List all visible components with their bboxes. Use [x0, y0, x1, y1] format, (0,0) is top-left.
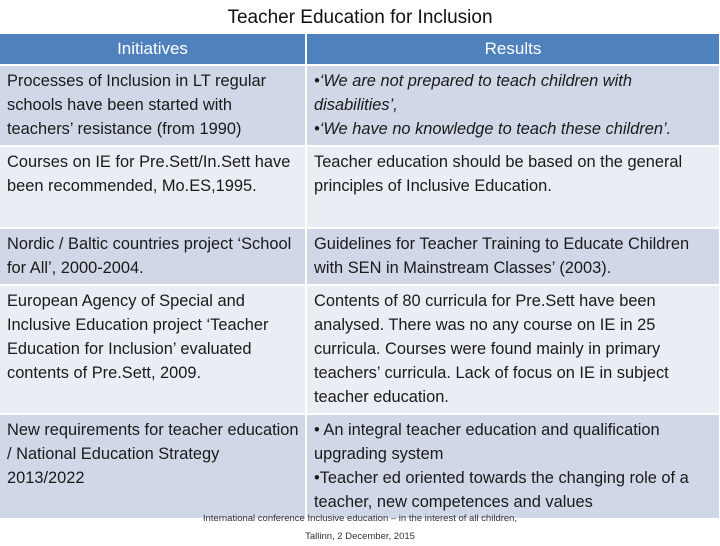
initiative-cell: Courses on IE for Pre.Sett/In.Sett have been recommended, Mo.ES,1995.: [0, 146, 306, 228]
table-row: [0, 65, 720, 146]
result-item: Teacher education should be based on the general principles of Inclusive Education.: [314, 153, 683, 195]
initiative-cell: Nordic / Baltic countries project ‘School for All’, 2000-2004.: [0, 228, 306, 285]
table-row: [0, 146, 720, 228]
result-item: Contents of 80 curricula for Pre.Sett have been analysed. There was no any course on IE in 25 curricula. Courses were found mainly in primary teachers’ curricula. Lack of focus on IE in subject teacher education.: [314, 292, 669, 406]
result-item: •Teacher ed oriented towards the changing role of a teacher, new competences and values: [314, 469, 689, 511]
initiatives-results-table: [0, 34, 720, 518]
footer-location-date: Tallinn, 2 December, 2015: [305, 531, 415, 542]
initiative-cell: European Agency of Special and Inclusive Education project ‘Teacher Education for Inclusion’ evaluated contents of Pre.Sett, 2009.: [0, 285, 306, 414]
results-cell: [306, 414, 720, 518]
table-row: [0, 228, 720, 285]
table-row: [0, 414, 720, 518]
page-title: Teacher Education for Inclusion: [227, 7, 493, 28]
footer: [0, 510, 720, 546]
results-header: Results: [306, 34, 720, 65]
footer-conference: International conference Inclusive education – in the interest of all children,: [202, 513, 518, 524]
initiatives-header: Initiatives: [0, 34, 306, 65]
result-item: Guidelines for Teacher Training to Educate Children with SEN in Mainstream Classes’ (2003).: [314, 235, 690, 277]
table-header-row: [0, 34, 720, 65]
results-cell: [306, 228, 720, 285]
initiative-cell: Processes of Inclusion in LT regular schools have been started with teachers’ resistance (from 1990): [0, 65, 306, 146]
initiative-cell: New requirements for teacher education / National Education Strategy 2013/2022: [0, 414, 306, 518]
result-item: •‘We have no knowledge to teach these children’.: [314, 120, 672, 138]
results-cell: [306, 65, 720, 146]
result-item: •‘We are not prepared to teach children with disabilities’,: [314, 72, 632, 114]
table-row: [0, 285, 720, 414]
results-cell: [306, 146, 720, 228]
result-item: • An integral teacher education and qualification upgrading system: [314, 421, 660, 463]
results-cell: [306, 285, 720, 414]
